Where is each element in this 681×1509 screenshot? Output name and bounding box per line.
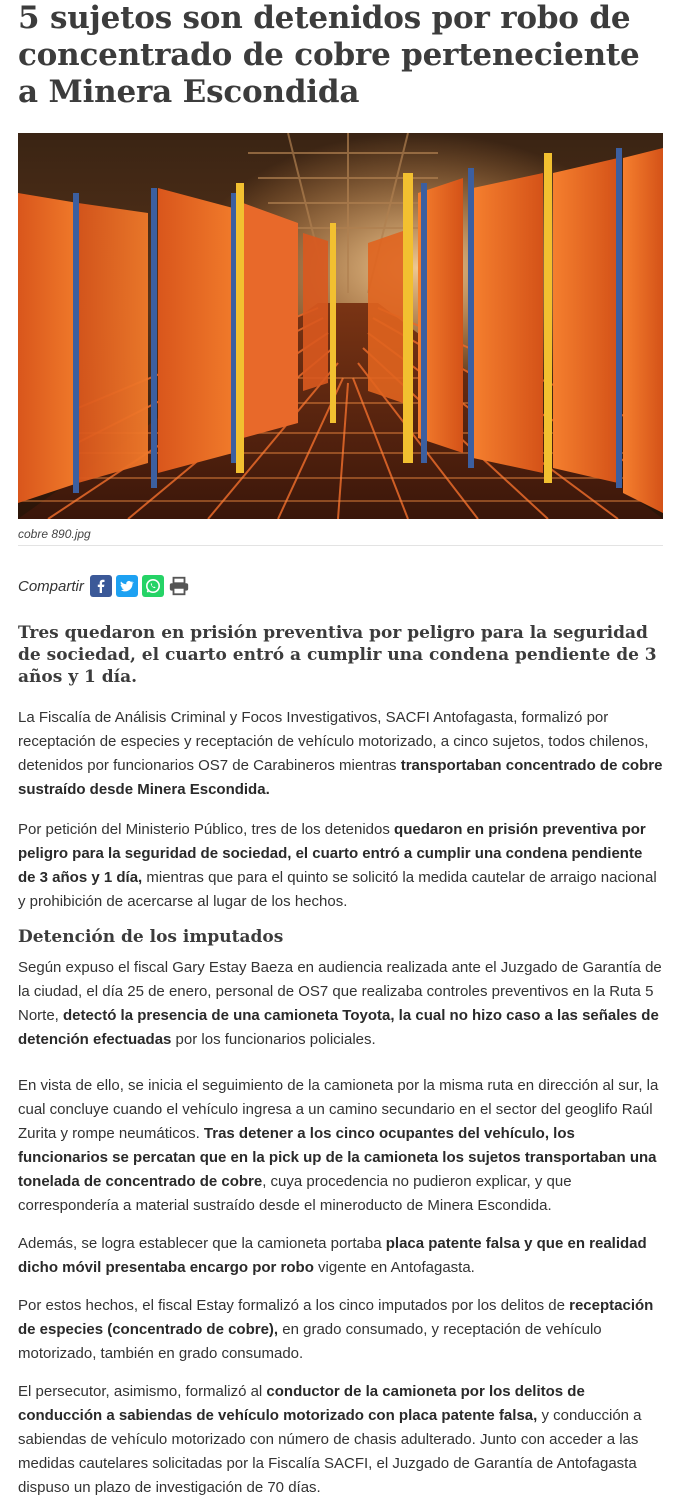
article-title: 5 sujetos son detenidos por robo de concentrado de cobre perteneciente a Minera Escondida: [18, 0, 640, 110]
text-run: En vista de ello, se inicia el seguimiento de la camioneta por la misma ruta en dirección al sur, la cual concluye cuando el vehículo ingresa a un camino secundario en el sector del geoglifo Raúl Zurita y rompe neumáticos.: [18, 1077, 659, 1142]
text-run: , cuya procedencia no pudieron explicar, y que correspondería a material sustraído desde el mineroducto de Minera Escondida.: [18, 1173, 572, 1214]
paragraph: [18, 1294, 663, 1366]
paragraph: [18, 818, 663, 914]
text-run: Además, se logra establecer que la camioneta portaba: [18, 1235, 386, 1252]
text-run: Por estos hechos, el fiscal Estay formalizó a los cinco imputados por los delitos de: [18, 1297, 570, 1314]
bold-text: receptación de especies (concentrado de cobre),: [18, 1297, 654, 1338]
bold-text: Tras detener a los cinco ocupantes del vehículo, los funcionarios se percatan que en la pick up de la camioneta los sujetos transportaban una tonelada de concentrado de cobre: [18, 1125, 657, 1190]
text-run: El persecutor, asimismo, formalizó al: [18, 1383, 267, 1400]
bold-text: transportaban concentrado de cobre sustraído desde Minera Escondida.: [18, 757, 663, 798]
article-lead: Tres quedaron en prisión preventiva por peligro para la seguridad de sociedad, el cuarto entró a cumplir una condena pendiente de 3 años y 1 día.: [18, 623, 657, 687]
image-caption: cobre 890.jpg: [18, 526, 663, 546]
bold-text: detectó la presencia de una camioneta Toyota, la cual no hizo caso a las señales de detención efectuadas: [18, 1007, 659, 1048]
text-run: y conducción a sabiendas de vehículo motorizado con número de chasis adulterado. Junto con acceder a las medidas cautelares solicitadas por la Fiscalía SACFI, el Juzgado de Garantía de Antofagasta dispuso un plazo de investigación de 70 días.: [18, 1407, 642, 1496]
text-run: vigente en Antofagasta.: [313, 1259, 475, 1276]
text-run: Según expuso el fiscal Gary Estay Baeza en audiencia realizada ante el Juzgado de Garantía de la ciudad, el día 25 de enero, personal de OS7 que realizaba controles preventivos en la Ruta 5 Norte,: [18, 959, 662, 1024]
paragraph: [18, 706, 663, 802]
article-body: [18, 706, 663, 1500]
text-run: La Fiscalía de Análisis Criminal y Focos Investigativos, SACFI Antofagasta, formalizó por receptación de especies y receptación de vehículo motorizado, a cinco sujetos, todos chilenos, detenidos por funcionarios OS7 de Carabineros mientras: [18, 709, 649, 774]
text-run: mientras que para el quinto se solicitó la medida cautelar de arraigo nacional y prohibición de acercarse al lugar de los hechos.: [18, 869, 657, 910]
paragraph: [18, 1380, 663, 1500]
facebook-icon[interactable]: [90, 575, 112, 597]
article-image: [18, 133, 663, 519]
twitter-icon[interactable]: [116, 575, 138, 597]
paragraph: [18, 956, 663, 1052]
bold-text: placa patente falsa y que en realidad dicho móvil presentaba encargo por robo: [18, 1235, 647, 1276]
text-run: Por petición del Ministerio Público, tres de los detenidos: [18, 821, 395, 838]
share-label: Compartir: [18, 577, 84, 595]
share-bar: [18, 574, 663, 598]
section-heading: Detención de los imputados: [18, 927, 284, 947]
print-icon[interactable]: [168, 575, 190, 597]
text-run: en grado consumado, y receptación de vehículo motorizado, también en grado consumado.: [18, 1321, 602, 1362]
paragraph: [18, 1074, 663, 1218]
text-run: por los funcionarios policiales.: [171, 1031, 376, 1048]
bold-text: conductor de la camioneta por los delitos de conducción a sabiendas de vehículo motorizado con placa patente falsa,: [18, 1383, 585, 1424]
bold-text: quedaron en prisión preventiva por peligro para la seguridad de sociedad, el cuarto entró a cumplir una condena pendiente de 3 años y 1 día,: [18, 821, 646, 886]
paragraph: [18, 1232, 663, 1280]
whatsapp-icon[interactable]: [142, 575, 164, 597]
